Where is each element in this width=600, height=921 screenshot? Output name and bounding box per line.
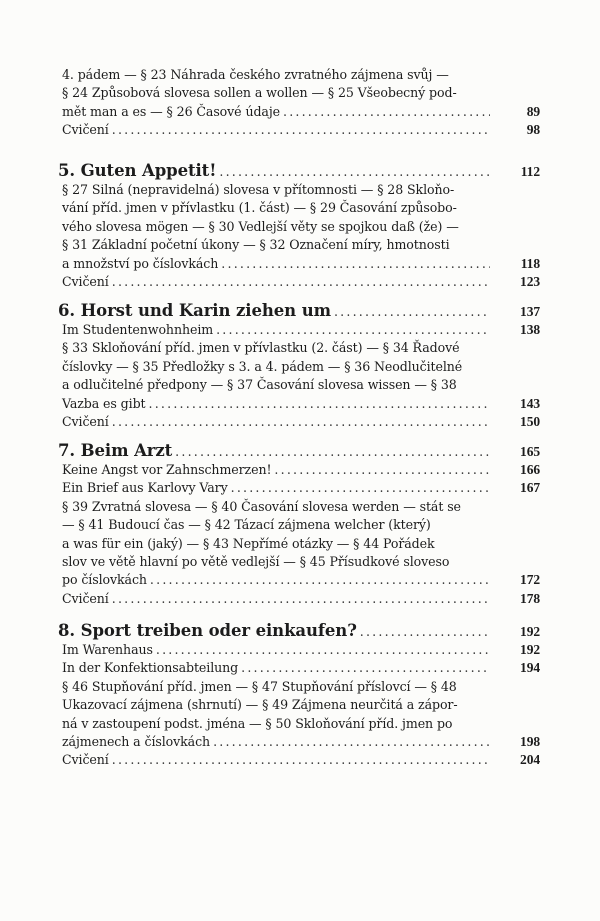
toc-text-line-text: § 33 Skloňování příd. jmen v přívlastku (2. část) — § 34 Řadové [62,340,460,356]
toc-entry-text: zájmenech a číslovkách [62,733,211,749]
toc-entry-text: a množství po číslovkách [62,255,219,271]
chapter-heading [58,441,540,463]
toc-entry [62,660,540,678]
toc-entry [62,322,540,340]
toc-text-line-text: § 46 Stupňování příd. jmen — § 47 Stupňování příslovcí — § 48 [62,678,457,694]
toc-text-line-text: § 27 Silná (nepravidelná) slovesa v přítomnosti — § 28 Skloňo- [62,182,455,197]
toc-entry [62,414,540,432]
dot-leader [231,480,490,495]
toc-entry-text: In der Konfektionsabteilung [62,660,239,676]
toc-text-line [62,679,540,697]
toc-text-line-text: vání příd. jmen v přívlastku (1. část) — § 29 Časování způsobo- [62,200,457,216]
dot-leader [112,274,490,289]
dot-leader [360,624,490,639]
toc-entry [62,274,540,292]
toc-entry-text: mět man a es — § 26 Časové údaje [62,103,280,119]
toc-text-line-text: slov ve větě hlavní po větě vedlejší — § 45 Přísudkové sloveso [62,553,450,569]
toc-text-line [62,697,540,715]
toc-entry [62,396,540,414]
toc-entry-text: Im Studentenwohnheim [62,322,214,337]
toc-entry-text: Keine Angst vor Zahnschmerzen! [62,462,272,477]
toc-entry [62,572,540,590]
page-number: 167 [520,480,540,496]
page-number: 192 [520,624,540,639]
chapter-heading [58,161,540,183]
page-number: 204 [520,752,540,768]
chapter-heading [58,621,540,643]
dot-leader [150,572,490,587]
dot-leader [213,734,490,749]
toc-entry-text: Cvičení [62,752,109,768]
toc-text-line-text: 4. pádem — § 23 Náhrada českého zvratného zájmena svůj — [62,67,449,82]
chapter-heading-text: 5. Guten Appetit! [58,161,217,180]
dot-leader [112,122,490,137]
toc-entry [62,591,540,609]
toc-text-line [62,517,540,535]
toc-entry [62,734,540,752]
toc-entry-text: po číslovkách [62,572,147,588]
toc-entry [62,462,540,480]
toc-text-line-text: — § 41 Budoucí čas — § 42 Tázací zájmena welcher (který) [62,517,431,533]
toc-text-line [62,377,540,395]
toc-text-line [62,340,540,358]
toc-text-line-text: číslovky — § 35 Předložky s 3. a 4. pádem — § 36 Neodlučitelné [62,358,463,374]
toc-text-line [62,499,540,517]
page-number: 143 [520,395,540,411]
toc-entry-text: Im Warenhaus [62,642,153,657]
dot-leader [112,591,490,606]
dot-leader [274,462,490,477]
page-number: 178 [520,590,540,606]
toc-text-line [62,200,540,218]
dot-leader [156,642,490,657]
toc-text-line [62,536,540,554]
toc-entry [62,256,540,274]
toc-entry-text: Cvičení [62,590,109,606]
dot-leader [216,322,490,337]
toc-entry [62,122,540,140]
toc-section [58,441,540,609]
toc-text-line-text: ná v zastoupení podst. jména — § 50 Skloňování příd. jmen po [62,715,453,731]
toc-text-line [62,554,540,572]
dot-leader [112,414,490,429]
page-number: 118 [520,255,540,271]
dot-leader [175,444,490,459]
toc-entry [62,480,540,498]
toc-section [58,621,540,771]
toc-text-line [62,219,540,237]
toc-entry [62,642,540,660]
page-number: 192 [520,642,540,657]
toc-section [58,301,540,432]
toc-text-line [62,716,540,734]
toc-text-line [62,359,540,377]
toc-text-line [62,85,540,103]
page-number: 150 [520,413,540,429]
page-number: 166 [520,462,540,477]
page-number: 198 [520,733,540,749]
toc-text-line [62,237,540,255]
dot-leader [334,304,490,319]
toc-section [62,67,540,141]
toc-entry-text: Cvičení [62,122,109,138]
toc-entry [62,104,540,122]
dot-leader [283,104,490,119]
toc-entry-text: Ein Brief aus Karlovy Vary [62,480,228,496]
toc-text-line-text: § 24 Způsobová slovesa sollen a wollen — § 25 Všeobecný pod- [62,85,457,101]
toc-entry-text: Vazba es gibt [62,395,146,411]
dot-leader [219,164,490,179]
chapter-heading-text: 6. Horst und Karin ziehen um [58,301,331,320]
toc-text-line-text: Ukazovací zájmena (shrnutí) — § 49 Zájmena neurčitá a zápor- [62,697,458,713]
toc-text-line-text: § 31 Základní početní úkony — § 32 Označení míry, hmotnosti [62,237,450,253]
chapter-heading-text: 8. Sport treiben oder einkaufen? [58,621,357,640]
dot-leader [241,660,490,675]
page-number: 112 [520,164,540,179]
page-number: 137 [520,304,540,319]
toc-text-line-text: vého slovesa mögen — § 30 Vedlejší věty se spojkou daß (že) — [62,218,459,234]
dot-leader [221,256,490,271]
chapter-heading-text: 7. Beim Arzt [58,441,173,460]
toc-text-line-text: a odlučitelné předpony — § 37 Časování slovesa wissen — § 38 [62,377,457,393]
page-number: 172 [520,572,540,588]
page-number: 194 [520,660,540,676]
chapter-heading [58,301,540,323]
page-number: 98 [526,122,540,138]
page-number: 165 [520,444,540,459]
toc-text-line-text: § 39 Zvratná slovesa — § 40 Časování slovesa werden — stát se [62,498,461,514]
toc-text-line [62,67,540,85]
page-number: 123 [520,273,540,289]
toc-entry-text: Cvičení [62,273,109,289]
page-number: 89 [526,103,540,119]
toc-section [58,161,540,292]
page-number: 138 [520,322,540,337]
toc-entry-text: Cvičení [62,413,109,429]
dot-leader [149,396,491,411]
toc-text-line [62,182,540,200]
dot-leader [112,752,490,767]
toc-text-line-text: a was für ein (jaký) — § 43 Nepřímé otázky — § 44 Pořádek [62,535,435,551]
toc-entry [62,752,540,770]
